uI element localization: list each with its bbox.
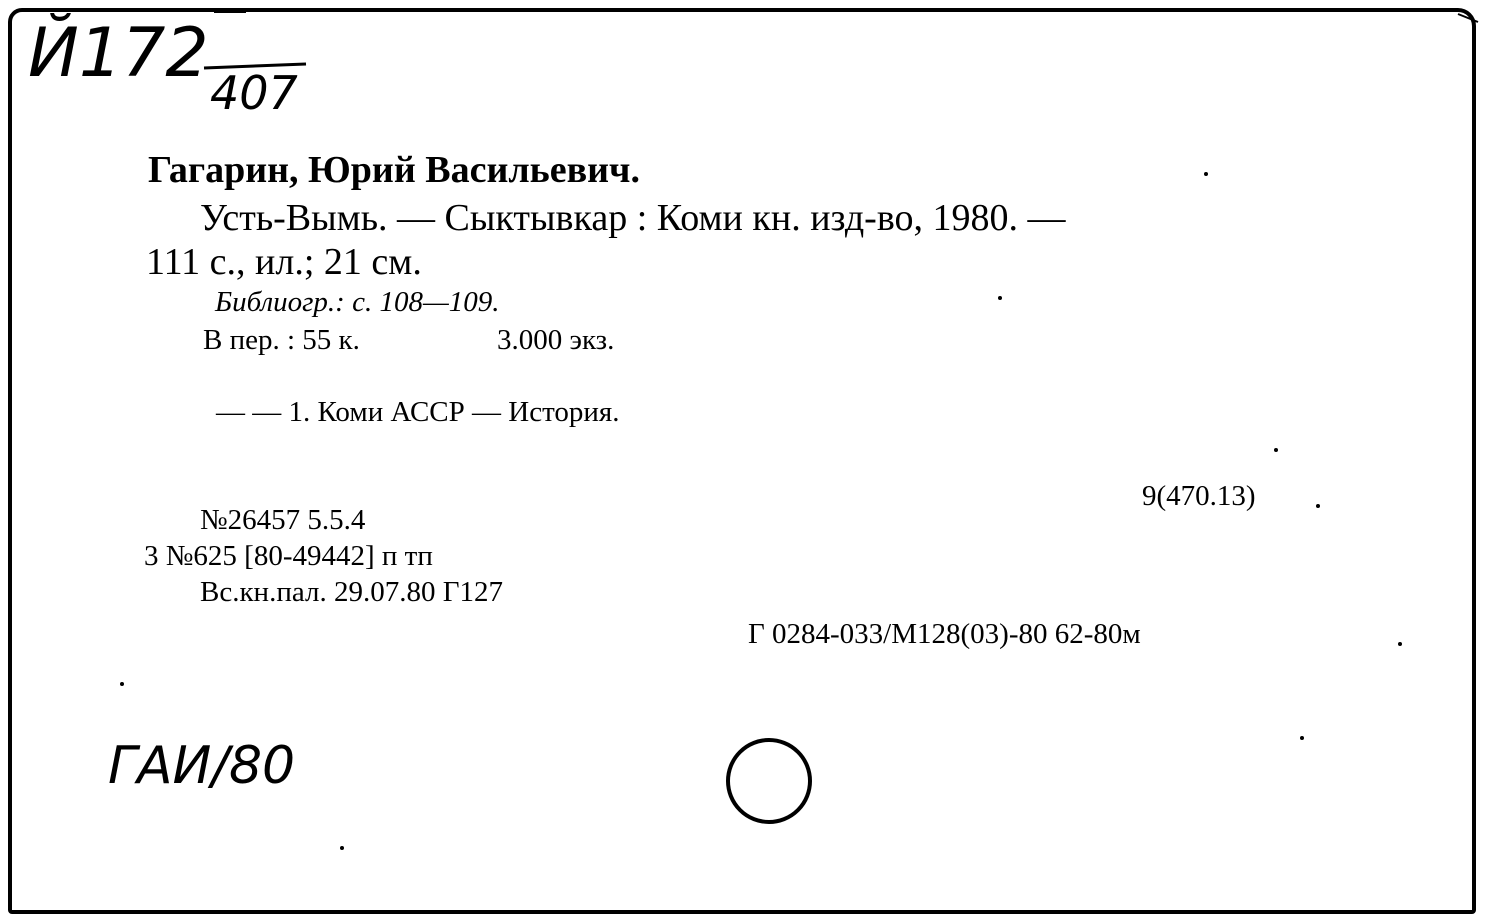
- punch-hole: [726, 738, 812, 824]
- copies-note: 3.000 экз.: [497, 324, 615, 356]
- subject-heading: — — 1. Коми АССР — История.: [216, 396, 620, 428]
- handwritten-call-number-top: Й172: [28, 14, 209, 93]
- handwritten-initials: ГАИ/80: [108, 736, 296, 796]
- price-note: В пер. : 55 к.: [203, 324, 360, 356]
- speck: [120, 682, 124, 686]
- author-heading: Гагарин, Юрий Васильевич.: [148, 149, 640, 191]
- handwritten-call-number-bottom: 407: [210, 66, 298, 120]
- classification-code: 9(470.13): [1142, 480, 1256, 512]
- speck: [1204, 172, 1208, 176]
- bibliography-note: Библиогр.: с. 108—109.: [215, 286, 500, 318]
- title-line: Усть-Вымь. — Сыктывкар : Коми кн. изд-во, 1980. —: [200, 197, 1066, 239]
- speck: [1274, 448, 1278, 452]
- extent-line: 111 с., ил.; 21 см.: [146, 241, 422, 283]
- speck: [998, 296, 1002, 300]
- speck: [1316, 504, 1320, 508]
- book-chamber-info: Вс.кн.пал. 29.07.80 Г127: [200, 576, 503, 608]
- speck: [1300, 736, 1304, 740]
- speck: [340, 846, 344, 850]
- order-number: №26457 5.5.4: [200, 504, 366, 536]
- bbk-code: Г 0284-033/М128(03)-80 62-80м: [748, 618, 1141, 650]
- print-info: 3 №625 [80-49442] п тп: [144, 540, 433, 572]
- speck: [1398, 642, 1402, 646]
